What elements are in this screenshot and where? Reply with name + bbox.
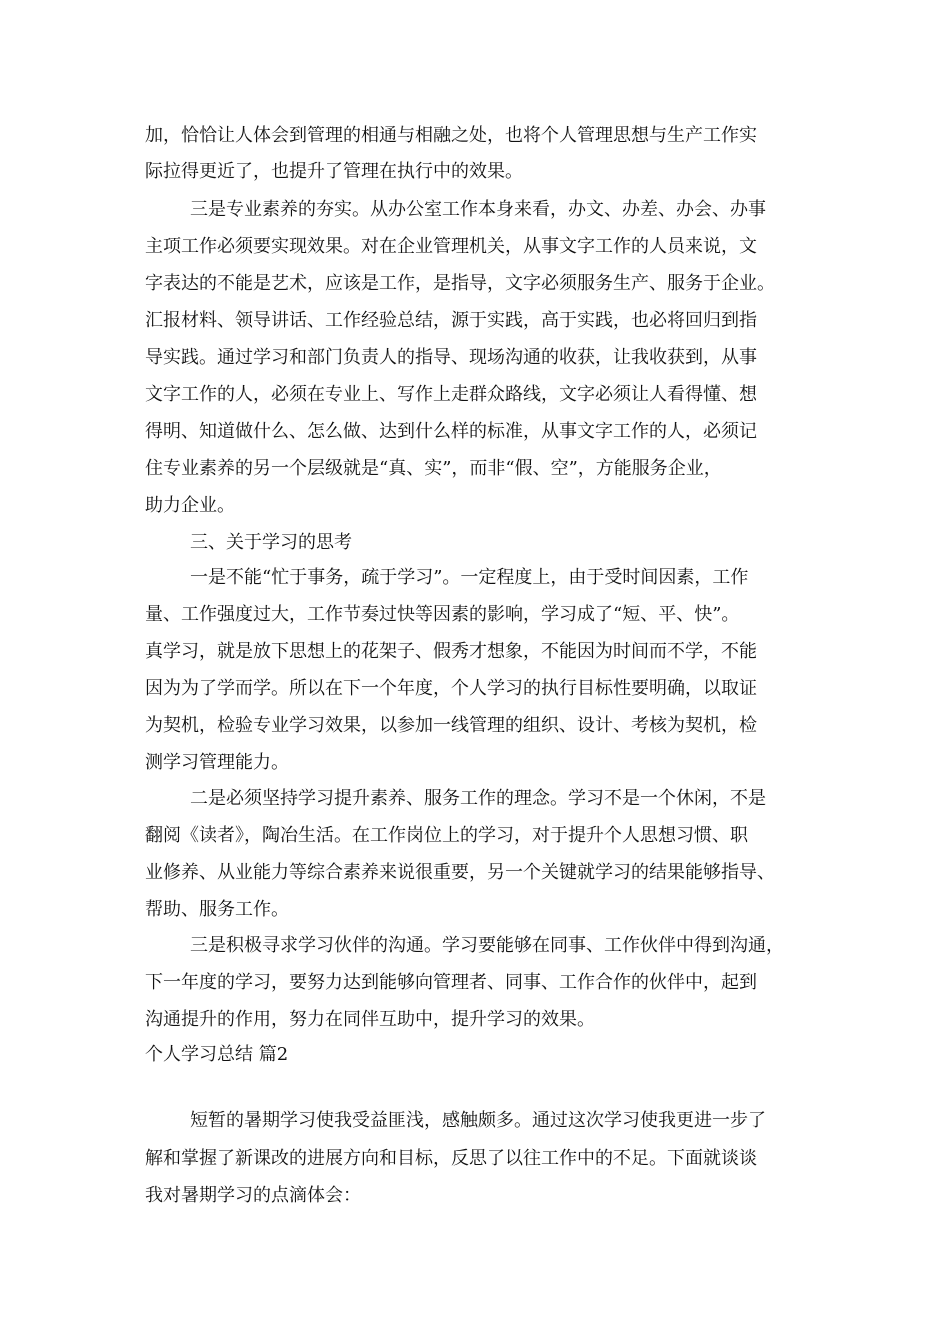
text-line: 因为为了学而学。所以在下一个年度，个人学习的执行目标性要明确，以取证 xyxy=(145,678,757,699)
text-line: 我对暑期学习的点滴体会： xyxy=(145,1185,361,1206)
text-line: 沟通提升的作用，努力在同伴互助中，提升学习的效果。 xyxy=(145,1009,595,1030)
text-line: 助力企业。 xyxy=(145,495,235,516)
text-line: 真学习，就是放下思想上的花架子、假秀才想象，不能因为时间而不学，不能 xyxy=(145,641,757,662)
text-line: 汇报材料、领导讲话、工作经验总结，源于实践，高于实践，也必将回归到指 xyxy=(145,310,757,331)
section-title: 个人学习总结 篇2 xyxy=(145,1044,289,1065)
text-line: 解和掌握了新课改的进展方向和目标，反思了以往工作中的不足。下面就谈谈 xyxy=(145,1148,757,1169)
text-line: 三是积极寻求学习伙伴的沟通。学习要能够在同事、工作伙伴中得到沟通， xyxy=(190,935,784,956)
text-line: 短暂的暑期学习使我受益匪浅，感触颇多。通过这次学习使我更进一步了 xyxy=(190,1110,766,1131)
text-line: 业修养、从业能力等综合素养来说很重要，另一个关键就学习的结果能够指导、 xyxy=(145,862,775,883)
text-line: 字表达的不能是艺术，应该是工作，是指导，文字必须服务生产、服务于企业。 xyxy=(145,273,775,294)
text-line: 导实践。通过学习和部门负责人的指导、现场沟通的收获，让我收获到，从事 xyxy=(145,347,757,368)
text-line: 加，恰恰让人体会到管理的相通与相融之处，也将个人管理思想与生产工作实 xyxy=(145,125,757,146)
text-line: 得明、知道做什么、怎么做、达到什么样的标准，从事文字工作的人，必须记 xyxy=(145,421,757,442)
text-line: 二是必须坚持学习提升素养、服务工作的理念。学习不是一个休闲，不是 xyxy=(190,788,766,809)
text-line: 一是不能“忙于事务，疏于学习”。一定程度上，由于受时间因素，工作 xyxy=(190,567,749,588)
text-line: 下一年度的学习，要努力达到能够向管理者、同事、工作合作的伙伴中，起到 xyxy=(145,972,757,993)
text-line: 文字工作的人，必须在专业上、写作上走群众路线，文字必须让人看得懂、想 xyxy=(145,384,757,405)
text-line: 主项工作必须要实现效果。对在企业管理机关，从事文字工作的人员来说，文 xyxy=(145,236,757,257)
text-line: 住专业素养的另一个层级就是“真、实”，而非“假、空”，方能服务企业， xyxy=(145,458,722,479)
text-line: 为契机，检验专业学习效果，以参加一线管理的组织、设计、考核为契机，检 xyxy=(145,715,757,736)
text-line: 翻阅《读者》，陶冶生活。在工作岗位上的学习，对于提升个人思想习惯、职 xyxy=(145,825,748,846)
text-line: 际拉得更近了，也提升了管理在执行中的效果。 xyxy=(145,161,523,182)
section-heading: 三、关于学习的思考 xyxy=(190,532,352,553)
text-line: 测学习管理能力。 xyxy=(145,752,289,773)
text-line: 帮助、服务工作。 xyxy=(145,899,289,920)
text-line: 量、工作强度过大，工作节奏过快等因素的影响，学习成了“短、平、快”。 xyxy=(145,604,740,625)
text-line: 三是专业素养的夯实。从办公室工作本身来看，办文、办差、办会、办事 xyxy=(190,199,766,220)
